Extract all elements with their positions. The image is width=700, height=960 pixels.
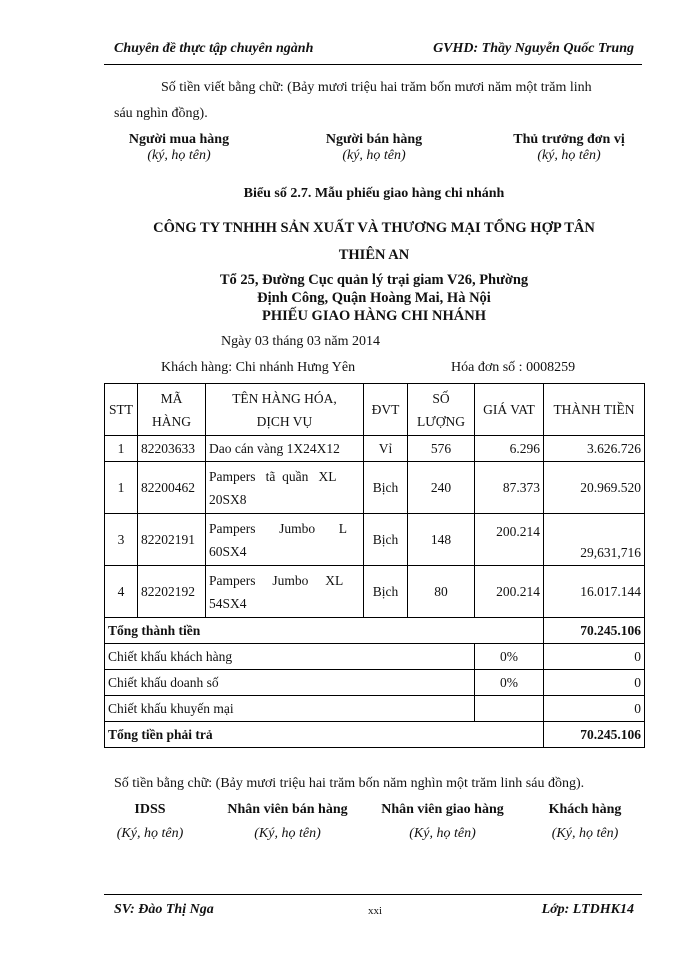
discount-value: 0 xyxy=(544,644,645,670)
cell-qty: 240 xyxy=(408,462,475,514)
header-name-line1: TÊN HÀNG HÓA, xyxy=(232,390,337,406)
cell-qty: 576 xyxy=(408,436,475,462)
discount-label: Chiết khấu khuyến mại xyxy=(105,696,475,722)
signature-role: IDSS xyxy=(134,802,166,817)
cell-name: Dao cán vàng 1X24X12 xyxy=(206,436,364,462)
company-address-line1: Tổ 25, Đường Cục quản lý trại giam V26, Phường xyxy=(219,272,529,288)
footer-class: Lớp: LTDHK14 xyxy=(541,902,634,917)
cell-unit: Bịch xyxy=(364,462,408,514)
footer-rule xyxy=(104,894,642,895)
discount-row xyxy=(105,670,645,696)
footer-page-number: xxi xyxy=(367,905,383,917)
signature-note: (Ký, họ tên) xyxy=(254,826,321,841)
discount-value: 0 xyxy=(544,696,645,722)
header-right: GVHD: Thầy Nguyễn Quốc Trung xyxy=(433,41,634,56)
signature-delivery-staff xyxy=(365,802,520,842)
grand-total-row xyxy=(105,722,645,748)
signature-note: (Ký, họ tên) xyxy=(551,826,619,841)
table-row xyxy=(105,514,645,566)
cell-name-line2: 54SX4 xyxy=(209,595,247,611)
company-name-line2: THIÊN AN xyxy=(338,247,410,263)
subtotal-label: Tổng thành tiền xyxy=(105,618,544,644)
signature-seller xyxy=(299,132,449,164)
signature-idss xyxy=(90,802,210,842)
discount-label: Chiết khấu doanh số xyxy=(105,670,475,696)
header-price: GIÁ VAT xyxy=(475,384,544,436)
signature-role: Nhân viên giao hàng xyxy=(381,802,504,817)
subtotal-row xyxy=(105,618,645,644)
header-left: Chuyên đề thực tập chuyên ngành xyxy=(114,41,314,56)
signature-note: (ký, họ tên) xyxy=(147,148,211,163)
form-title: PHIẾU GIAO HÀNG CHI NHÁNH xyxy=(262,308,486,324)
header-unit: ĐVT xyxy=(364,384,408,436)
customer-name: Khách hàng: Chi nhánh Hưng Yên xyxy=(161,360,356,375)
header-code-line1: MÃ xyxy=(160,390,183,406)
cell-unit: Bịch xyxy=(364,514,408,566)
header-name xyxy=(206,384,364,436)
header-qty-line2: LƯỢNG xyxy=(417,413,465,429)
cell-name-line2: 60SX4 xyxy=(209,543,247,559)
cell-name-line1: Pampers Jumbo L xyxy=(209,520,347,536)
signature-role: Khách hàng xyxy=(548,802,622,817)
table-row xyxy=(105,566,645,618)
signature-role: Thủ trưởng đơn vị xyxy=(513,132,625,147)
bottom-amount-words: Số tiền bằng chữ: (Bảy mươi triệu hai trăm bốn năm nghìn một trăm linh sáu đồng). xyxy=(114,776,585,791)
cell-total: 16.017.144 xyxy=(544,566,645,618)
delivery-table xyxy=(104,383,645,748)
company-address-line2: Định Công, Quận Hoàng Mai, Hà Nội xyxy=(257,290,491,306)
header-rule xyxy=(104,64,642,65)
discount-label: Chiết khấu khách hàng xyxy=(105,644,475,670)
cell-price: 200.214 xyxy=(475,514,544,566)
table-header-row xyxy=(105,384,645,436)
cell-name xyxy=(206,514,364,566)
discount-row xyxy=(105,696,645,722)
signature-head xyxy=(494,132,644,164)
cell-code: 82202191 xyxy=(138,514,206,566)
signature-role: Người bán hàng xyxy=(325,132,423,147)
discount-row xyxy=(105,644,645,670)
cell-stt: 1 xyxy=(105,436,138,462)
cell-unit: Vỉ xyxy=(364,436,408,462)
cell-price: 87.373 xyxy=(475,462,544,514)
subtotal-value: 70.245.106 xyxy=(544,618,645,644)
grand-total-label: Tổng tiền phải trả xyxy=(105,722,544,748)
grand-total-value: 70.245.106 xyxy=(544,722,645,748)
cell-code: 82202192 xyxy=(138,566,206,618)
cell-total: 3.626.726 xyxy=(544,436,645,462)
table-row xyxy=(105,436,645,462)
top-amount-line2: sáu nghìn đồng). xyxy=(114,106,208,121)
signature-note: (ký, họ tên) xyxy=(342,148,406,163)
cell-price: 6.296 xyxy=(475,436,544,462)
signature-customer xyxy=(520,802,650,842)
signature-note: (Ký, họ tên) xyxy=(116,826,184,841)
form-date: Ngày 03 tháng 03 năm 2014 xyxy=(221,334,381,349)
company-name-line1: CÔNG TY TNHHH SẢN XUẤT VÀ THƯƠNG MẠI TỔNG HỢP TÂN xyxy=(153,220,595,236)
cell-stt: 4 xyxy=(105,566,138,618)
cell-name-line1: Pampers tã quần XL xyxy=(209,468,337,484)
discount-rate: 0% xyxy=(475,644,544,670)
cell-qty: 80 xyxy=(408,566,475,618)
signature-buyer xyxy=(104,132,254,164)
cell-name xyxy=(206,566,364,618)
signature-role: Nhân viên bán hàng xyxy=(227,802,348,817)
signature-role: Người mua hàng xyxy=(128,132,230,147)
signature-note: (ký, họ tên) xyxy=(537,148,601,163)
discount-rate xyxy=(475,696,544,722)
cell-name xyxy=(206,462,364,514)
header-name-line2: DỊCH VỤ xyxy=(256,413,313,429)
cell-stt: 1 xyxy=(105,462,138,514)
cell-qty: 148 xyxy=(408,514,475,566)
header-code xyxy=(138,384,206,436)
form-caption: Biểu số 2.7. Mẫu phiếu giao hàng chi nhánh xyxy=(243,186,505,201)
cell-price: 200.214 xyxy=(475,566,544,618)
cell-unit: Bịch xyxy=(364,566,408,618)
cell-total: 29,631,716 xyxy=(544,514,645,566)
discount-value: 0 xyxy=(544,670,645,696)
cell-code: 82200462 xyxy=(138,462,206,514)
header-code-line2: HÀNG xyxy=(152,413,191,429)
cell-name-line2: 20SX8 xyxy=(209,491,247,507)
header-total: THÀNH TIỀN xyxy=(544,384,645,436)
table-row xyxy=(105,462,645,514)
header-qty-line1: SỐ xyxy=(432,390,450,406)
footer-student: SV: Đào Thị Nga xyxy=(114,902,214,917)
top-amount-line1: Số tiền viết bằng chữ: (Bảy mươi triệu hai trăm bốn mươi năm một trăm linh xyxy=(161,80,592,95)
header-stt: STT xyxy=(105,384,138,436)
discount-rate: 0% xyxy=(475,670,544,696)
signature-sales-staff xyxy=(210,802,365,842)
cell-code: 82203633 xyxy=(138,436,206,462)
cell-name-line1: Pampers Jumbo XL xyxy=(209,572,344,588)
cell-total: 20.969.520 xyxy=(544,462,645,514)
signature-note: (Ký, họ tên) xyxy=(409,826,476,841)
invoice-number: Hóa đơn số : 0008259 xyxy=(451,360,576,375)
header-qty xyxy=(408,384,475,436)
cell-stt: 3 xyxy=(105,514,138,566)
